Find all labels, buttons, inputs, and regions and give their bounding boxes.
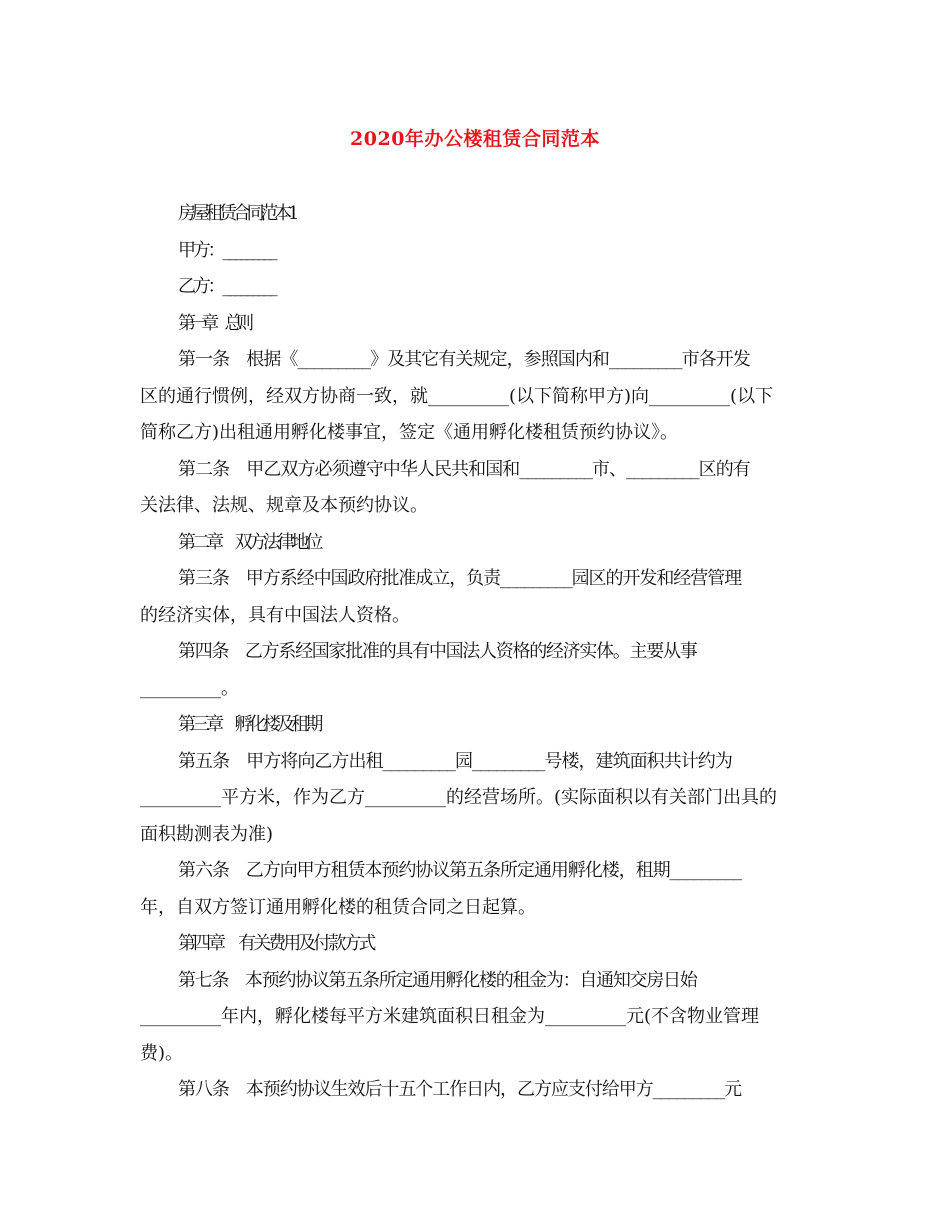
document-line: 的经济实体，具有中国法人资格。 <box>140 604 410 626</box>
document-line: 第四条 乙方系经国家批准的具有中国法人资格的经济实体。主要从事 <box>178 641 697 662</box>
document-line: 第五条 甲方将向乙方出租_________园_________号楼，建筑面积共计约为 <box>178 750 732 772</box>
document-line: 第三条 甲方系经中国政府批准成立，负责_________园区的开发和经营管理 <box>178 568 742 589</box>
document-line: _________年内，孵化楼每平方米建筑面积日租金为_________元(不含物业管理 <box>140 1006 760 1027</box>
document-line: 甲方：_________ <box>178 239 275 261</box>
document-line: 年，自双方签订通用孵化楼的租赁合同之日起算。 <box>140 896 536 918</box>
document-line: 简称乙方)出租通用孵化楼事宜，签定《通用孵化楼租赁预约协议》。 <box>140 422 679 443</box>
document-line: _________平方米，作为乙方_________的经营场所。(实际面积以有关部门出具的 <box>140 787 778 808</box>
document-line: 第一章 总则 <box>178 312 248 334</box>
document-body <box>140 196 804 1109</box>
document-title: 2020年办公楼租赁合同范本 <box>350 128 600 150</box>
document-line: 房屋租赁合同范本1 <box>178 203 296 224</box>
document-line: 第六条 乙方向甲方租赁本预约协议第五条所定通用孵化楼，租期_________ <box>178 860 742 881</box>
document-line: 关法律、法规、规章及本预约协议。 <box>140 495 428 516</box>
document-line: 第二条 甲乙双方必须遵守中华人民共和国和_________市、_________区的有 <box>178 458 750 480</box>
document-line: 第二章 双方法律地位 <box>178 531 320 553</box>
document-line: 第八条 本预约协议生效后十五个工作日内，乙方应支付给甲方_________元 <box>178 1079 742 1100</box>
document-line: 面积勘测表为准) <box>140 823 274 845</box>
document-line: 乙方：_________ <box>178 276 275 297</box>
document-line: 第七条 本预约协议第五条所定通用孵化楼的租金为：自通知交房日始 <box>178 969 697 991</box>
document-line: 第四章 有关费用及付款方式 <box>178 933 374 954</box>
document-line: 第三章 孵化楼及租期 <box>178 714 320 735</box>
document-line: _________。 <box>140 677 239 699</box>
document-line: 区的通行惯例，经双方协商一致，就_________(以下简称甲方)向_________(以下 <box>140 385 774 407</box>
document-line: 费)。 <box>140 1042 184 1064</box>
document-line: 第一条 根据《_________》及其它有关规定，参照国内和_________市各开发 <box>178 349 750 370</box>
